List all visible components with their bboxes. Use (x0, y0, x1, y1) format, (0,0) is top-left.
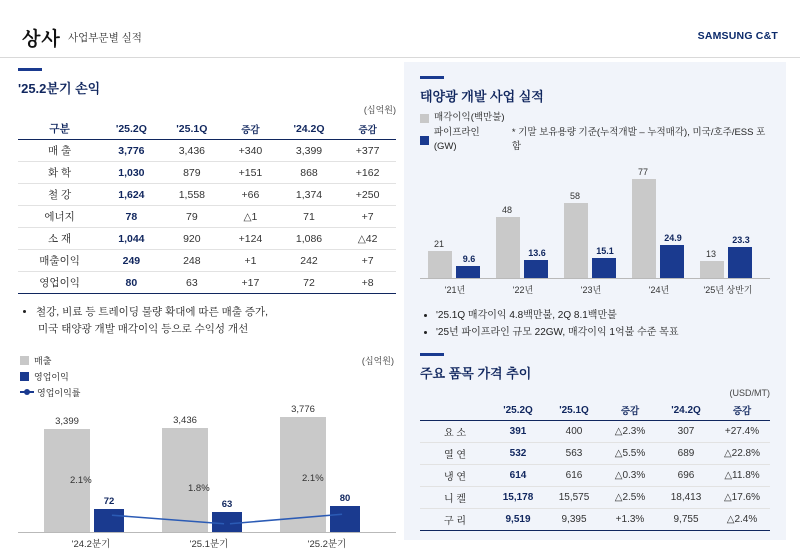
cell-chg-qoq: +1 (222, 250, 279, 272)
table-row (18, 184, 396, 206)
cell-q2-25: 3,776 (101, 140, 161, 162)
table-row (420, 465, 770, 487)
legend-note: * 기말 보유용량 기준(누적개발 – 누적매각), 미국/호주/ESS 포함 (511, 126, 766, 153)
cell-q1-25: 879 (162, 162, 222, 184)
solar-group-2021 (422, 161, 488, 279)
legend-label-sales-profit: 매각이익(백만불) (434, 112, 505, 123)
bar-label-pipeline: 23.3 (732, 235, 750, 246)
col-header-q2-24: '24.2Q (279, 118, 339, 140)
bullet-line-2: 미국 태양광 개발 매각이익 등으로 수익성 개선 (38, 322, 249, 335)
page-subtitle: 사업부문별 실적 (68, 32, 142, 44)
table-row (18, 140, 396, 162)
cell-chg-yoy: △42 (339, 228, 396, 250)
row-label: 매출이익 (18, 250, 101, 272)
bar-label-pipeline: 24.9 (664, 233, 682, 244)
bar-label-sales: 3,399 (55, 415, 79, 427)
col-header-chg-qoq: 증감 (602, 400, 658, 421)
cell-chg-yoy: △11.8% (714, 465, 770, 487)
brand-logo: SAMSUNG C&T (697, 30, 778, 42)
income-trend-chart (18, 354, 396, 550)
cell-q2-25: 78 (101, 206, 161, 228)
cell-chg-yoy: +7 (339, 206, 396, 228)
col-header-q1-25: '25.1Q (162, 118, 222, 140)
cell-chg-qoq: +1.3% (615, 514, 645, 526)
margin-label: 1.8% (188, 482, 210, 494)
income-table (18, 118, 396, 294)
table-row (18, 250, 396, 272)
cell-chg-qoq: +151 (222, 162, 279, 184)
legend-swatch-gray-icon (20, 356, 29, 365)
solar-section-title: 태양광 개발 사업 실적 (420, 89, 544, 104)
cell-q2-25: 1,030 (101, 162, 161, 184)
bar-label-sales-profit: 77 (637, 167, 648, 178)
bullet-line-1: 철강, 비료 등 트레이딩 물량 확대에 따른 매출 증가, (36, 306, 269, 318)
cell-q1-25: 79 (162, 206, 222, 228)
col-header-q2-24: '24.2Q (658, 400, 714, 421)
income-commentary (22, 304, 396, 338)
bar-pipeline (728, 247, 752, 279)
row-label: 영업이익 (39, 277, 80, 289)
table-row (420, 509, 770, 531)
page-header (0, 0, 800, 58)
col-header-q1-25: '25.1Q (546, 400, 602, 421)
col-header-chg-qoq: 증감 (222, 118, 279, 140)
bar-sales-profit (632, 179, 656, 279)
col-header-chg-yoy: 증감 (339, 118, 396, 140)
bar-pipeline (592, 258, 616, 279)
row-label: 에너지 (18, 206, 101, 228)
list-item: • '25.1Q 매각이익 4.8백만불, 2Q 8.1백만불 (436, 307, 770, 324)
cell-q2-24: 689 (658, 443, 714, 465)
chart-unit-label: (십억원) (361, 355, 394, 366)
cell-chg-qoq: +66 (222, 184, 279, 206)
cell-chg-yoy: +377 (339, 140, 396, 162)
cell-q2-25: 614 (490, 465, 546, 487)
cell-q1-25: 15,575 (546, 487, 602, 509)
row-label: 냉 연 (420, 465, 490, 487)
solar-x-axis (420, 278, 770, 279)
income-unit-label: (십억원) (363, 105, 396, 115)
margin-label: 2.1% (70, 474, 92, 486)
prices-unit-label: (USD/MT) (729, 388, 770, 399)
cell-q2-25: 391 (490, 421, 546, 443)
cell-chg-yoy: +7 (339, 250, 396, 272)
table-row (420, 421, 770, 443)
bar-pipeline (660, 245, 684, 279)
row-label: 화 학 (18, 162, 101, 184)
bar-label-sales: 3,776 (291, 403, 315, 415)
bar-sales-profit (700, 261, 724, 279)
col-header-chg-yoy: 증감 (714, 400, 770, 421)
cell-q2-24: 307 (658, 421, 714, 443)
chart-x-axis (18, 532, 396, 533)
bar-sales-profit (428, 251, 452, 279)
prices-table (420, 400, 770, 531)
bar-label-operating-profit: 72 (103, 495, 115, 507)
row-label: 요 소 (420, 421, 490, 443)
cell-chg-qoq: +124 (222, 228, 279, 250)
legend-label-operating-profit: 영업이익 (34, 371, 69, 382)
legend-label-margin: 영업이익률 (37, 387, 81, 398)
cell-q1-25: 563 (546, 443, 602, 465)
prices-section (420, 353, 770, 531)
bar-label-pipeline: 9.6 (462, 254, 476, 265)
cell-q1-25: 9,395 (561, 514, 587, 526)
cell-chg-yoy: +27.4% (714, 421, 770, 443)
bar-label-sales-profit: 13 (705, 249, 716, 260)
cell-q1-25: 400 (546, 421, 602, 443)
row-label: 매 출 (18, 140, 101, 162)
cell-chg-qoq: △2.5% (602, 487, 658, 509)
cell-q2-24: 868 (279, 162, 339, 184)
bar-label-sales-profit: 48 (501, 205, 512, 216)
bar-label-sales-profit: 21 (433, 239, 444, 250)
table-row (18, 228, 396, 250)
legend-swatch-blue-icon (20, 372, 29, 381)
col-header-item (420, 400, 490, 421)
row-label: 니 켈 (420, 487, 490, 509)
col-header-category: 구분 (18, 118, 101, 140)
cell-chg-yoy: +8 (361, 276, 374, 289)
table-row (18, 206, 396, 228)
cell-q1-25: 920 (162, 228, 222, 250)
legend-label-sales: 매출 (34, 355, 52, 366)
cell-q2-25: 1,624 (101, 184, 161, 206)
cell-q1-25: 3,436 (162, 140, 222, 162)
legend-item-pipeline (420, 126, 770, 155)
cell-chg-qoq: △0.3% (602, 465, 658, 487)
cell-chg-qoq: +340 (222, 140, 279, 162)
cell-q2-25: 1,044 (101, 228, 161, 250)
cell-q2-24: 242 (279, 250, 339, 272)
solar-chart-legend (420, 111, 770, 155)
bar-label-sales-profit: 58 (569, 191, 580, 202)
x-tick-25q2: '25.2분기 (307, 538, 347, 550)
cell-chg-yoy: △2.4% (726, 514, 758, 526)
bar-label-sales: 3,436 (173, 414, 197, 426)
x-tick-25q1: '25.1분기 (189, 538, 229, 550)
row-label: 철 강 (18, 184, 101, 206)
row-label: 구 리 (443, 516, 467, 528)
cell-q2-24: 1,374 (279, 184, 339, 206)
bar-label-pipeline: 15.1 (596, 246, 614, 257)
x-tick-2024: '24년 (648, 285, 670, 296)
col-header-q2-25: '25.2Q (101, 118, 161, 140)
x-tick-2021: '21년 (444, 285, 466, 296)
legend-item-sales (20, 354, 80, 367)
cell-chg-qoq: △2.3% (602, 421, 658, 443)
cell-q1-25: 63 (186, 276, 198, 289)
x-tick-2022: '22년 (512, 285, 534, 296)
left-column (18, 68, 396, 550)
cell-q2-25: 80 (125, 276, 138, 289)
legend-label-pipeline: 파이프라인 (GW) (433, 126, 480, 153)
cell-chg-qoq: △5.5% (602, 443, 658, 465)
chart-plot-area (18, 382, 396, 532)
legend-swatch-gray-icon (420, 114, 429, 123)
col-header-q2-25: '25.2Q (490, 400, 546, 421)
x-tick-2023: '23년 (580, 285, 602, 296)
cell-chg-yoy: △22.8% (714, 443, 770, 465)
x-tick-2025h1: '25년 상반기 (703, 285, 753, 296)
bar-sales-profit (496, 217, 520, 279)
right-panel (404, 62, 786, 540)
bar-label-operating-profit: 80 (339, 492, 351, 504)
list-item: • '25년 파이프라인 규모 22GW, 매각이익 1억불 수준 목표 (436, 324, 770, 341)
table-row (420, 487, 770, 509)
cell-q1-25: 1,558 (162, 184, 222, 206)
cell-chg-yoy: +162 (339, 162, 396, 184)
cell-q2-25: 532 (490, 443, 546, 465)
cell-q2-25: 9,519 (505, 514, 531, 526)
margin-trend-line (18, 410, 396, 550)
table-row (18, 162, 396, 184)
legend-swatch-blue-icon (420, 136, 429, 145)
list-item (36, 304, 396, 338)
cell-q2-24: 9,755 (673, 514, 699, 526)
section-marker (420, 353, 444, 356)
solar-bar-chart (420, 161, 770, 299)
cell-q2-24: 72 (303, 276, 315, 289)
cell-chg-qoq: △1 (222, 206, 279, 228)
page-title: 상사 (22, 29, 61, 50)
row-label: 소 재 (18, 228, 101, 250)
bar-pipeline (524, 260, 548, 279)
cell-q2-24: 71 (279, 206, 339, 228)
cell-q1-25: 248 (162, 250, 222, 272)
table-row (18, 272, 396, 294)
x-tick-24q2: '24.2분기 (71, 538, 111, 550)
bar-label-pipeline: 13.6 (528, 248, 546, 259)
prices-section-title: 주요 품목 가격 추이 (420, 366, 532, 382)
margin-label: 2.1% (302, 472, 324, 484)
cell-q2-24: 696 (658, 465, 714, 487)
row-label: 열 연 (420, 443, 490, 465)
cell-q1-25: 616 (546, 465, 602, 487)
cell-q2-25: 15,178 (490, 487, 546, 509)
section-marker (18, 68, 42, 71)
solar-group-2024 (626, 161, 692, 279)
cell-q2-24: 18,413 (658, 487, 714, 509)
solar-commentary (422, 307, 770, 341)
solar-group-2025h1 (694, 161, 760, 279)
solar-group-2022 (490, 161, 556, 279)
cell-chg-yoy: +250 (339, 184, 396, 206)
cell-q2-24: 3,399 (279, 140, 339, 162)
cell-chg-yoy: △17.6% (714, 487, 770, 509)
solar-group-2023 (558, 161, 624, 279)
bar-sales-profit (564, 203, 588, 279)
income-section-title: '25.2분기 손익 (18, 81, 101, 96)
bar-label-operating-profit: 63 (221, 498, 233, 510)
cell-q2-25: 249 (101, 250, 161, 272)
legend-item-sales-profit (420, 111, 770, 126)
table-row (420, 443, 770, 465)
section-marker (420, 76, 444, 79)
cell-chg-qoq: +17 (241, 276, 260, 289)
cell-q2-24: 1,086 (279, 228, 339, 250)
header-divider (0, 57, 800, 58)
